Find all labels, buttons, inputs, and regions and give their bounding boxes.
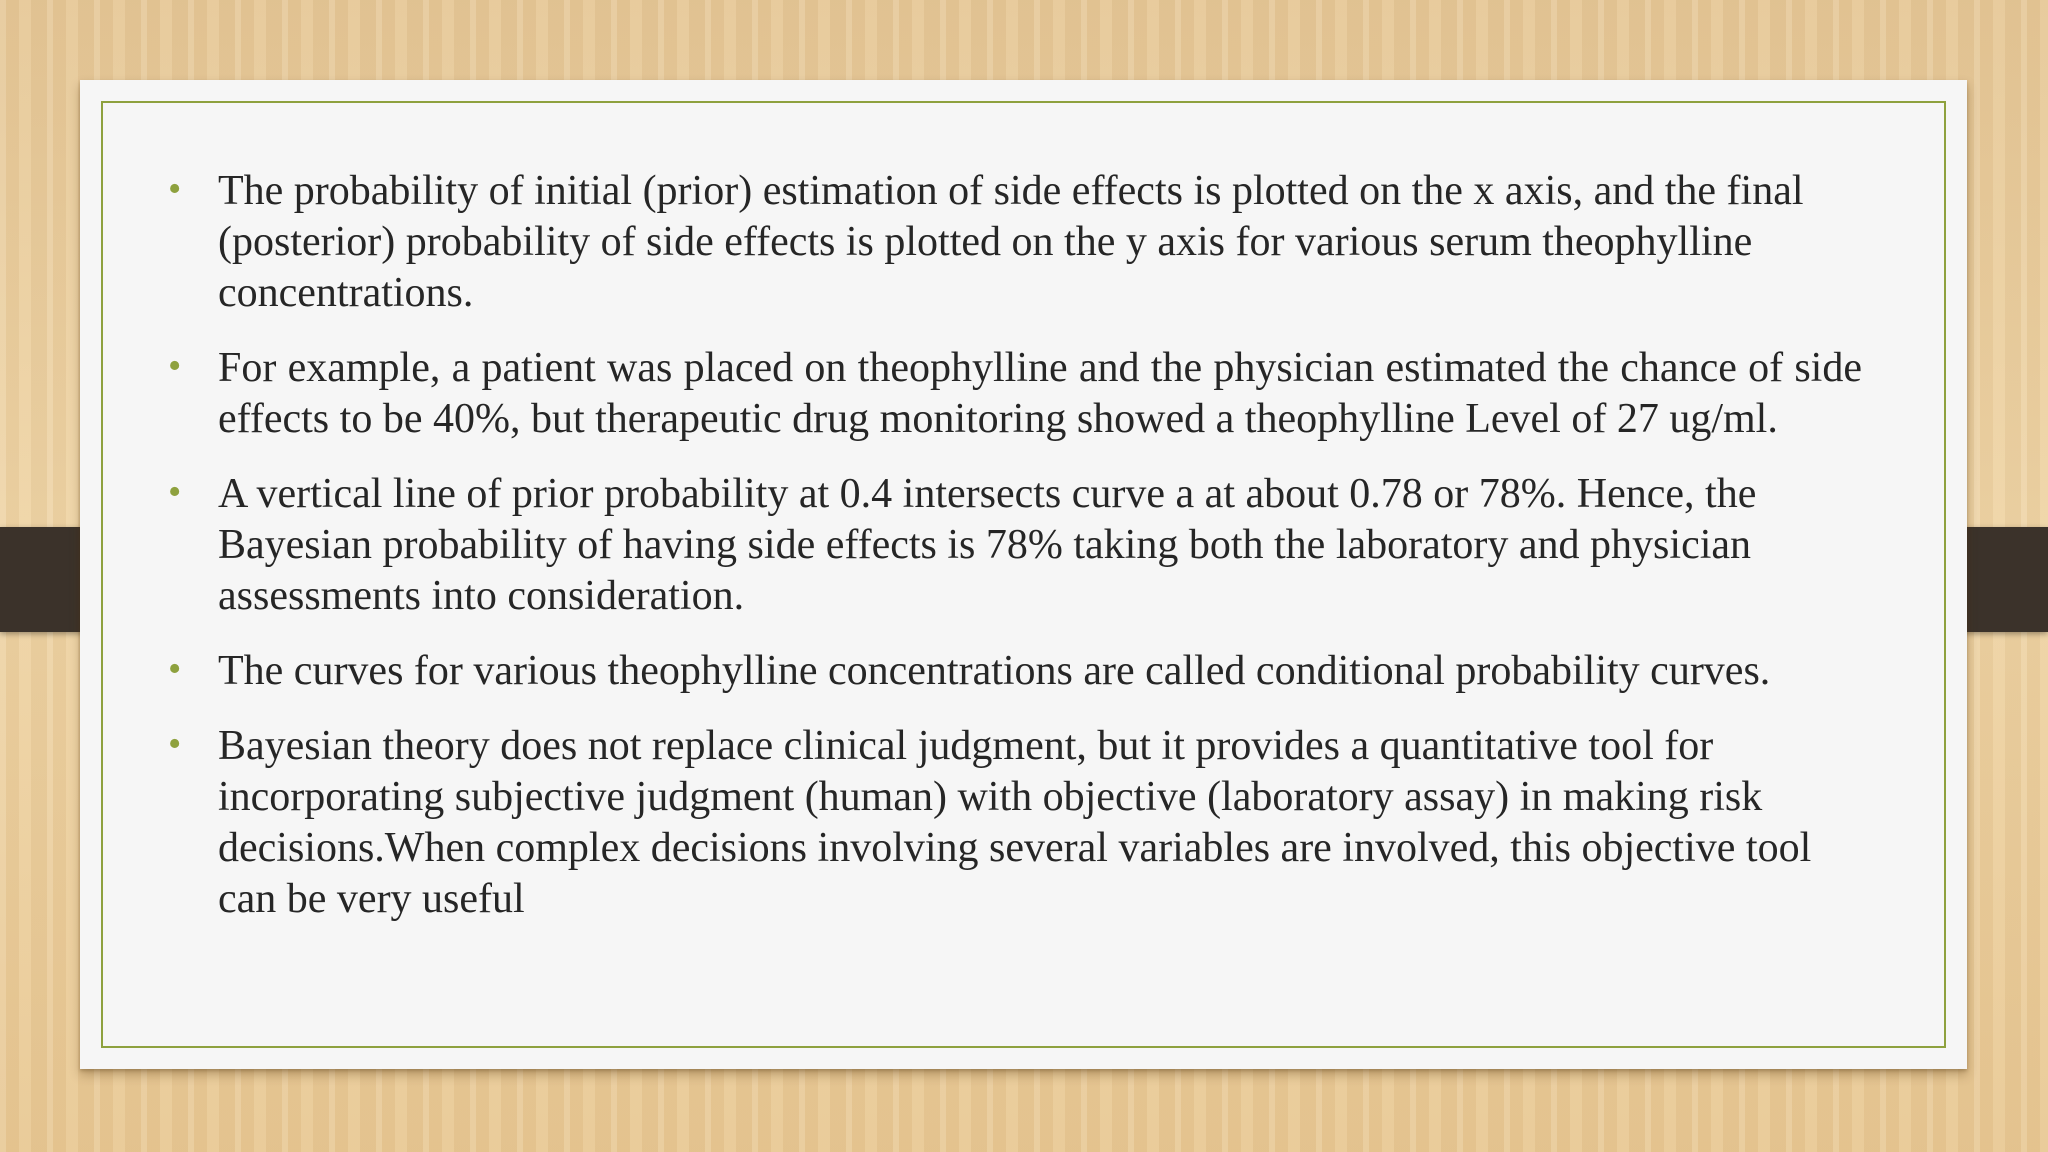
bullet-text: For example, a patient was placed on theophylline and the physician estimated the chance of side effects to be 40%, but therapeutic drug monitoring showed a theophylline Level of 27 ug/ml. xyxy=(218,345,1862,442)
slide-card xyxy=(80,80,1967,1069)
bullet-item xyxy=(168,721,1862,925)
bullet-text: The curves for various theophylline concentrations are called conditional probability curves. xyxy=(218,648,1771,694)
bullet-dot-icon: • xyxy=(168,723,182,765)
bullet-dot-icon: • xyxy=(168,168,182,210)
bullet-text: A vertical line of prior probability at 0.4 intersects curve a at about 0.78 or 78%. Hence, the Bayesian probability of having side effects is 78% taking both the laboratory and physician assessments into consideration. xyxy=(218,471,1757,619)
bullet-item xyxy=(168,343,1862,445)
bullet-dot-icon: • xyxy=(168,345,182,387)
bullet-text: Bayesian theory does not replace clinical judgment, but it provides a quantitative tool for incorporating subjective judgment (human) with objective (laboratory assay) in making risk decisions.When complex decisions involving several variables are involved, this objective tool can be very useful xyxy=(218,723,1812,922)
bullet-text: The probability of initial (prior) estimation of side effects is plotted on the x axis, and the final (posterior) probability of side effects is plotted on the y axis for various serum theophylline concentrations. xyxy=(218,168,1804,316)
bullet-item xyxy=(168,646,1862,697)
bullet-dot-icon: • xyxy=(168,648,182,690)
bullet-item xyxy=(168,469,1862,622)
bullet-list xyxy=(168,166,1862,949)
bullet-dot-icon: • xyxy=(168,471,182,513)
bullet-item xyxy=(168,166,1862,319)
